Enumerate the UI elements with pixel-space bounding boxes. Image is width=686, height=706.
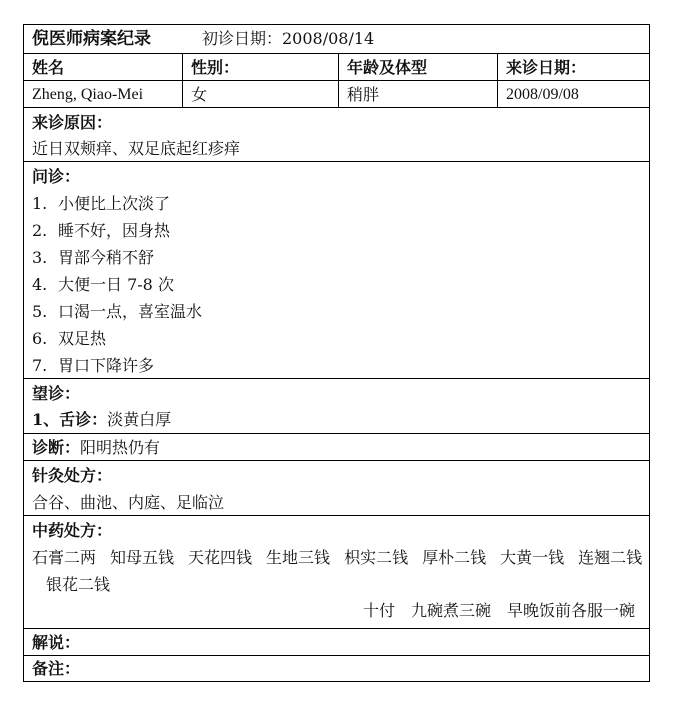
inquiry-item	[32, 302, 202, 322]
notes-section	[24, 655, 649, 681]
herb-item: 银花二钱	[46, 575, 111, 594]
inquiry-item-number: 4.	[32, 275, 48, 294]
dosage-instructions: 十付 九碗煮三碗 早晚饭前各服一碗	[362, 601, 635, 620]
inquiry-item	[32, 356, 154, 376]
header-visit-date: 来诊日期：	[506, 58, 587, 77]
herb-item: 厚朴二钱	[422, 548, 487, 567]
inquiry-item-text: 大便一日 7-8 次	[58, 275, 174, 294]
herb-list	[32, 544, 644, 598]
visit-reason-section	[24, 107, 649, 161]
record-title: 倪医师病案纪录	[32, 29, 151, 49]
herb-item: 石膏二两	[32, 548, 97, 567]
header-cell-gender	[182, 54, 338, 80]
inquiry-item	[32, 275, 174, 295]
medical-record-table	[23, 24, 650, 682]
inquiry-item-text: 胃口下降许多	[58, 356, 155, 375]
inquiry-item-text: 胃部今稍不舒	[58, 248, 155, 267]
inquiry-item-text: 口渴一点，喜室温水	[58, 302, 203, 321]
tongue-text: 淡黄白厚	[107, 410, 172, 429]
diagnosis-text: 阳明热仍有	[80, 438, 161, 457]
herb-item: 天花四钱	[188, 548, 253, 567]
herbal-label: 中药处方：	[32, 521, 113, 540]
diagnosis-section	[24, 433, 649, 460]
inquiry-item	[32, 221, 170, 241]
inquiry-item-text: 睡不好，因身热	[58, 221, 171, 240]
inquiry-item	[32, 329, 106, 349]
first-visit-date: 初诊日期：2008/08/14	[202, 29, 375, 48]
info-header-row	[24, 53, 649, 80]
herbal-section	[24, 515, 649, 628]
explanation-section	[24, 628, 649, 655]
notes-label: 备注：	[32, 659, 81, 678]
inquiry-item-text: 小便比上次淡了	[58, 194, 171, 213]
tongue-label: 1、舌诊：	[32, 410, 108, 429]
observation-section	[24, 378, 649, 433]
visit-reason-text: 近日双颊痒、双足底起红疹痒	[32, 139, 241, 158]
info-value-row	[24, 80, 649, 107]
inquiry-label: 问诊：	[32, 167, 81, 186]
value-cell-gender	[182, 81, 338, 107]
value-cell-visit-date	[497, 81, 651, 107]
inquiry-item	[32, 194, 170, 214]
value-cell-age-build	[338, 81, 497, 107]
inquiry-item-number: 7.	[32, 356, 48, 375]
herb-item: 生地三钱	[266, 548, 331, 567]
visit-reason-label: 来诊原因：	[32, 113, 113, 132]
patient-gender: 女	[191, 85, 208, 104]
header-name: 姓名	[32, 58, 65, 77]
inquiry-section	[24, 161, 649, 378]
acupuncture-section	[24, 460, 649, 515]
observation-label: 望诊：	[32, 384, 81, 403]
header-age-build: 年龄及体型	[347, 58, 428, 77]
header-cell-name	[24, 54, 182, 80]
header-cell-age-build	[338, 54, 497, 80]
header-gender: 性别：	[191, 58, 240, 77]
herb-item: 知母五钱	[110, 548, 175, 567]
acupuncture-label: 针灸处方：	[32, 466, 113, 485]
inquiry-item-number: 5.	[32, 302, 48, 321]
visit-date: 2008/09/08	[506, 86, 579, 103]
inquiry-item-number: 2.	[32, 221, 48, 240]
inquiry-item	[32, 248, 154, 268]
herb-item: 连翘二钱	[578, 548, 643, 567]
inquiry-item-number: 1.	[32, 194, 48, 213]
title-row	[24, 25, 649, 53]
patient-build: 稍胖	[347, 85, 380, 104]
header-cell-visit-date	[497, 54, 651, 80]
explanation-label: 解说：	[32, 633, 81, 652]
inquiry-item-number: 3.	[32, 248, 48, 267]
diagnosis-label: 诊断：	[32, 438, 81, 457]
diagnosis-line	[32, 438, 160, 458]
acupuncture-text: 合谷、曲池、内庭、足临泣	[32, 493, 225, 512]
herb-item: 大黄一钱	[500, 548, 565, 567]
patient-name: Zheng, Qiao-Mei	[32, 86, 144, 103]
herb-item: 枳实二钱	[344, 548, 409, 567]
tongue-line	[32, 410, 171, 430]
inquiry-item-number: 6.	[32, 329, 48, 348]
inquiry-item-text: 双足热	[58, 329, 107, 348]
value-cell-name	[24, 81, 182, 107]
